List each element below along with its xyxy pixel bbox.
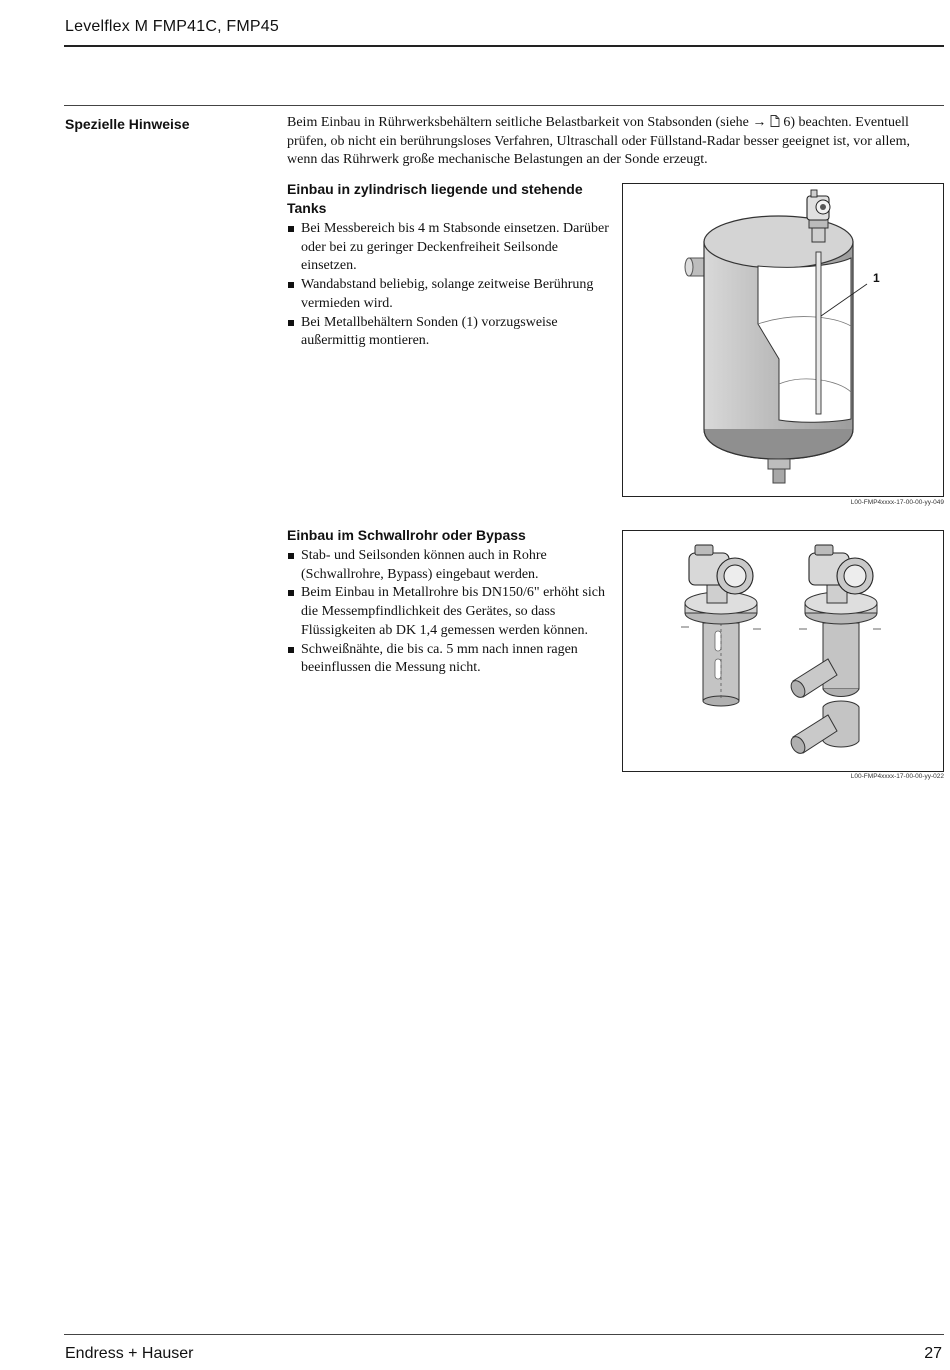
tank-figure-caption: L00-FMP4xxxx-17-00-00-yy-049 [850, 499, 944, 506]
bypass-bullet-list [287, 547, 609, 678]
list-item [287, 276, 609, 313]
section-label: Spezielle Hinweise [65, 116, 190, 132]
header-rule [64, 45, 944, 47]
footer-rule [64, 1334, 944, 1335]
bullet-square-icon [288, 282, 294, 288]
bypass-block [287, 526, 609, 678]
list-item-text: Bei Messbereich bis 4 m Stabsonde einsetzen. Darüber oder bei zu geringer Deckenfreiheit Seilsonde einsetzen. [301, 221, 609, 274]
section-rule [64, 105, 944, 106]
intro-paragraph [287, 114, 943, 170]
bypass-figure [622, 530, 944, 772]
bypass-figure-caption: L00-FMP4xxxx-17-00-00-yy-022 [850, 773, 944, 780]
intro-text-before: Beim Einbau in Rührwerksbehältern seitliche Belastbarkeit von Stabsonden (siehe [287, 115, 753, 130]
list-item-text: Stab- und Seilsonden können auch in Rohre (Schwallrohre, Bypass) eingebaut werden. [301, 548, 547, 582]
page-ref-icon [770, 115, 780, 130]
bullet-square-icon [288, 553, 294, 559]
bullet-square-icon [288, 590, 294, 596]
list-item [287, 584, 609, 640]
intro-text-after: ) beachten. Eventuell prüfen, ob nicht ein berührungsloses Verfahren, Ultraschall oder Füllstand-Radar besser geeignet ist, vor allem, wenn das Rührwerk große mechanische Belastungen an der Sonde erzeugt. [287, 115, 910, 167]
list-item-text: Schweißnähte, die bis ca. 5 mm nach innen ragen beeinflussen die Messung nicht. [301, 641, 578, 676]
list-item [287, 641, 609, 678]
list-item-text: Wandabstand beliebig, solange zeitweise Berührung vermieden wird. [301, 277, 594, 311]
tanks-heading: Einbau in zylindrisch liegende und stehende Tanks [287, 181, 583, 216]
bypass-heading: Einbau im Schwallrohr oder Bypass [287, 527, 526, 543]
page-number: 27 [924, 1345, 942, 1362]
bullet-square-icon [288, 647, 294, 653]
intro-arrow: → [752, 115, 767, 130]
tanks-bullet-list [287, 220, 609, 351]
tanks-block [287, 180, 609, 351]
bullet-square-icon [288, 320, 294, 326]
document-header-title: Levelflex M FMP41C, FMP45 [65, 18, 279, 35]
footer-company: Endress + Hauser [65, 1345, 194, 1362]
list-item [287, 314, 609, 351]
bullet-square-icon [288, 226, 294, 232]
list-item-text: Beim Einbau in Metallrohre bis DN150/6" erhöht sich die Messempfindlichkeit des Gerätes, so dass Flüssigkeiten ab DK 1,4 gemessen werden können. [301, 585, 605, 638]
figure-label-1: 1 [873, 271, 880, 285]
list-item-text: Bei Metallbehältern Sonden (1) vorzugsweise außermittig montieren. [301, 314, 558, 349]
intro-page-ref: 6 [783, 115, 791, 130]
bypass-illustration [623, 531, 943, 771]
tank-illustration [623, 184, 943, 496]
list-item [287, 220, 609, 276]
tank-figure [622, 183, 944, 497]
list-item [287, 547, 609, 584]
